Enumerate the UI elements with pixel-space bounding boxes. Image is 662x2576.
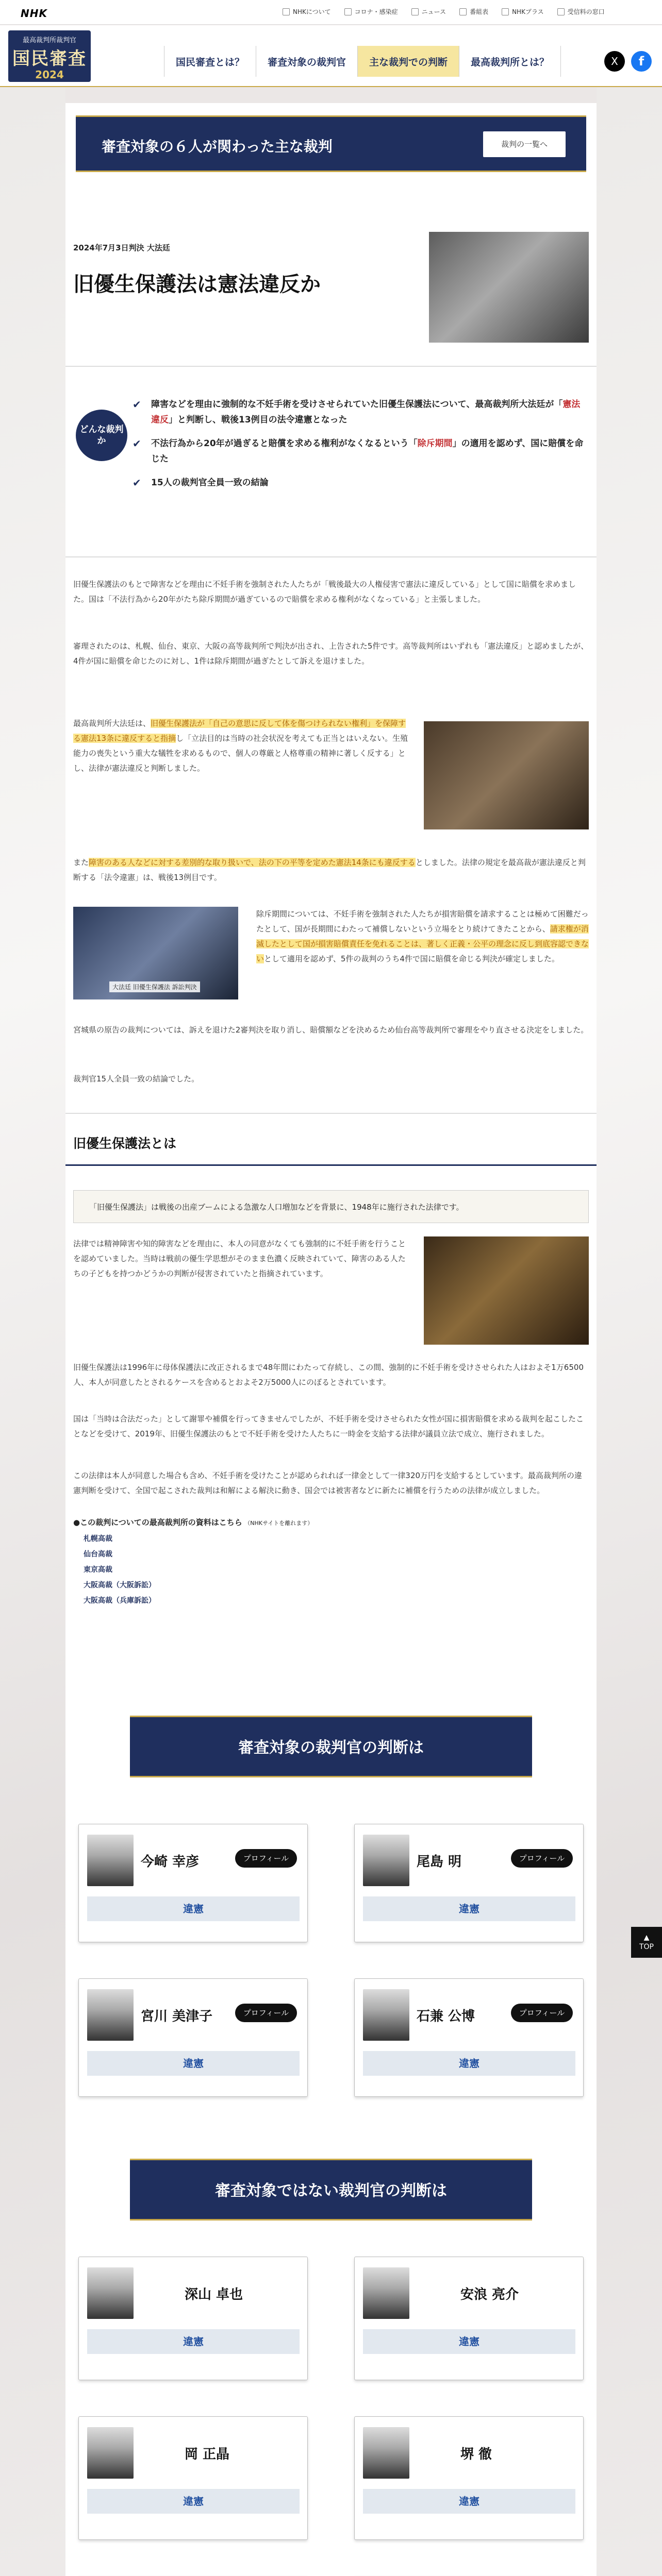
summary-item: ✔ 障害などを理由に強制的な不妊手術を受けさせられていた旧優生保護法について、最高裁判所大法廷が「憲法違反」と判断し、戦後13例目の法令違憲となった [133,397,586,428]
side-background-right [597,88,662,2576]
judge-card [354,2257,584,2380]
judge-name: 尾島 明 [417,1854,462,1870]
paragraph: 旧優生保護法は1996年に母体保護法に改正されるまで48年間にわたって存続し、この間、強制的に不妊手術を受けさせられた人はおよそ1万6500人、本人が同意したとされるケースを含めるとおよそ2万5000人にのぼるとされています。 [73,1363,584,1387]
paragraph: 法律では精神障害や知的障害などを理由に、本人の同意がなくても強制的に不妊手術を行うことを認めていました。当時は戦前の優生学思想がそのまま色濃く反映されていて、障害のある人たちの子どもを持つかどうかの判断が侵害されていたと指摘されています。 [73,1239,406,1278]
judge-photo [87,2427,134,2479]
paragraph: 裁判官15人全員一致の結論でした。 [73,1074,200,1083]
reference-list [73,1515,486,1608]
share-buttons [604,51,652,72]
judge-photo [363,1835,409,1886]
judge-name: 深山 卓也 [185,2287,243,2302]
verdict-label: 違憲 [363,2489,575,2514]
reference-link[interactable]: 東京高裁 [84,1566,112,1574]
ruling-date: 2024年7月3日判決 大法廷 [73,243,170,252]
ruling-photo [73,907,238,999]
logo-line1: 最高裁判所裁判官 [22,37,76,44]
global-link[interactable]: 番組表 [459,7,488,16]
section-title: 審査対象の６人が関わった主な裁判 [102,138,333,155]
judge-photo [87,2267,134,2319]
global-link[interactable]: NHKプラス [502,7,544,16]
judge-card [354,2416,584,2540]
reference-link[interactable]: 札幌高裁 [84,1535,112,1543]
summary-badge: どんな裁判か [76,410,127,461]
reference-note: （NHKサイトを離れます） [244,1520,313,1527]
judge-card[interactable] [354,1824,584,1942]
judge-card[interactable] [78,1978,308,2097]
judge-photo [363,2427,409,2479]
nav-judges[interactable]: 審査対象の裁判官 [256,46,357,77]
arrow-up-icon: ▲ [643,1934,650,1942]
divider [65,1164,597,1166]
global-links [283,7,605,16]
divider [65,556,597,557]
judged-section-banner: 審査対象の裁判官の判断は [130,1716,532,1777]
link-icon [411,8,419,15]
nhk-logo[interactable]: NHK [21,7,47,20]
verdict-label: 違憲 [363,2051,575,2076]
main-nav [164,46,561,77]
reference-link[interactable]: 仙台高裁 [84,1550,112,1558]
profile-button[interactable]: プロフィール [511,1849,573,1868]
verdict-label: 違憲 [363,1896,575,1921]
nav-about[interactable]: 国民審査とは？ [164,46,256,77]
nav-rulings[interactable]: 主な裁判での判断 [357,46,459,77]
verdict-label: 違憲 [363,2329,575,2354]
x-share-icon[interactable]: X [604,51,625,72]
reference-link[interactable]: 大阪高裁（兵庫訴訟） [84,1597,156,1605]
document-photo [424,1236,589,1345]
facebook-share-icon[interactable]: f [631,51,652,72]
others-section-banner: 審査対象ではない裁判官の判断は [130,2159,532,2221]
header-photo [429,232,589,343]
judge-name: 堺 徹 [460,2447,492,2462]
summary-item: ✔ 不法行為から20年が過ぎると賠償を求める権利がなくなるという「除斥期間」の適用を認めず、国に賠償を命じた [133,436,586,467]
global-bar [0,0,662,25]
logo-year: 2024 [35,69,64,81]
article-header [73,227,589,355]
article-title: 旧優生保護法は憲法違反か [73,273,321,296]
site-header [0,25,662,87]
back-to-top-button[interactable] [631,1927,662,1958]
verdict-label: 違憲 [87,2489,300,2514]
link-icon [283,8,290,15]
profile-button[interactable]: プロフィール [235,2004,297,2022]
about-quote: 「旧優生保護法」は戦後の出産ブームによる急激な人口増加などを背景に、1948年に施行された法律です。 [73,1190,589,1223]
judge-name: 石兼 公博 [417,2009,475,2024]
global-link[interactable]: 受信料の窓口 [557,7,605,16]
judge-photo [363,2267,409,2319]
section-banner [76,115,586,172]
judge-name: 岡 正晶 [185,2447,230,2462]
judge-photo [87,1989,134,2041]
divider [65,1113,597,1114]
photo-caption: 大法廷 旧優生保護法 訴訟判決 [109,981,200,992]
global-link[interactable]: NHKについて [283,7,331,16]
link-icon [459,8,467,15]
list-button[interactable]: 裁判の一覧へ [483,131,566,157]
paragraph: 除斥期間については、不妊手術を強制された人たちが損害賠償を請求することは極めて困難だったとして、国が長期間にわたって補償しないという立場をとり続けてきたことから、請求権が消滅したとして国が損害賠償責任を免れることは、著しく正義・公平の理念に反し到底容認できないとして適用を認めず、5件の裁判のうち4件で国に賠償を命じる判決が確定しました。 [256,909,589,963]
top-label: TOP [639,1943,654,1951]
verdict-label: 違憲 [87,2329,300,2354]
paragraph: 審理されたのは、札幌、仙台、東京、大阪の高等裁判所で判決が出され、上告された5件です。高等裁判所はいずれも「憲法違反」と認めましたが、4件が国に賠償を命じたのに対し、1件は除斥期間が過ぎたとして訴えを退けました。 [73,641,589,666]
reference-link[interactable]: 大阪高裁（大阪訴訟） [84,1581,156,1589]
link-icon [502,8,509,15]
judge-card [78,2257,308,2380]
judge-card [78,2416,308,2540]
verdict-label: 違憲 [87,2051,300,2076]
section-heading: 旧優生保護法とは [73,1136,177,1151]
paragraph: 国は「当時は合法だった」として謝罪や補償を行ってきませんでしたが、不妊手術を受けさせられた女性が国に損害賠償を求める裁判を起こしたことなどを受けて、2019年、旧優生保護法のもとで不妊手術を受けた人たちに一時金を支給する法律が議員立法で成立、施行されました。 [73,1414,584,1438]
paragraph: 宮城県の原告の裁判については、訴えを退けた2審判決を取り消し、賠償額などを決めるため仙台高等裁判所で審理をやり直させる決定をしました。 [73,1025,589,1035]
reference-title: ●この裁判についての最高裁判所の資料はこちら [73,1518,242,1527]
verdict-label: 違憲 [87,1896,300,1921]
paragraph: 最高裁判所大法廷は、旧優生保護法が「自己の意思に反して体を傷つけられない権利」を保障する憲法13条に違反すると指摘し「立法目的は当時の社会状況を考えても正当とはいえない。生殖能力の喪失という重大な犠牲を求めるもので、個人の尊厳と人格尊重の精神に著しく反する」とし、法律が憲法違反と判断しました。 [73,719,408,773]
paragraph: また障害のある人などに対する差別的な取り扱いで、法の下の平等を定めた憲法14条にも違反するとしました。法律の規定を最高裁が憲法違反と判断する「法令違憲」は、戦後13例目です。 [73,858,586,882]
paragraph: 旧優生保護法のもとで障害などを理由に不妊手術を強制された人たちが「戦後最大の人権侵害で憲法に違反している」として国に賠償を求めました。国は「不法行為から20年がたち除斥期間が過ぎているので賠償を求める権利がなくなっている」と主張しました。 [73,580,576,604]
judge-card[interactable] [354,1978,584,2097]
divider [65,366,597,367]
global-link[interactable]: ニュース [411,7,446,16]
judge-photo [363,1989,409,2041]
paragraph: この法律は本人が同意した場合も含め、不妊手術を受けたことが認められれば一律金として一律320万円を支給するとしています。最高裁判所の違憲判断を受けて、全国で起こされた裁判は和解による解決に動き、国会では被害者などに新たに補償を行うための法律が成立しました。 [73,1471,582,1495]
judge-name: 宮川 美津子 [141,2009,213,2024]
logo-line2: 国民審査 [12,48,87,69]
summary-item: ✔ 15人の裁判官全員一致の結論 [133,475,586,490]
global-link[interactable]: コロナ・感染症 [344,7,398,16]
judge-name: 安浪 亮介 [460,2287,519,2302]
summary-list [133,397,586,499]
profile-button[interactable]: プロフィール [511,2004,573,2022]
side-background-left [0,88,65,2576]
profile-button[interactable]: プロフィール [235,1849,297,1868]
judge-card[interactable] [78,1824,308,1942]
summary-box [76,392,586,546]
court-photo [424,721,589,829]
link-icon [344,8,352,15]
link-icon [557,8,565,15]
nav-court[interactable]: 最高裁判所とは？ [459,46,561,77]
main-content [65,103,597,2576]
site-logo[interactable] [8,30,91,82]
judge-photo [87,1835,134,1886]
judge-name: 今崎 幸彦 [141,1854,200,1870]
